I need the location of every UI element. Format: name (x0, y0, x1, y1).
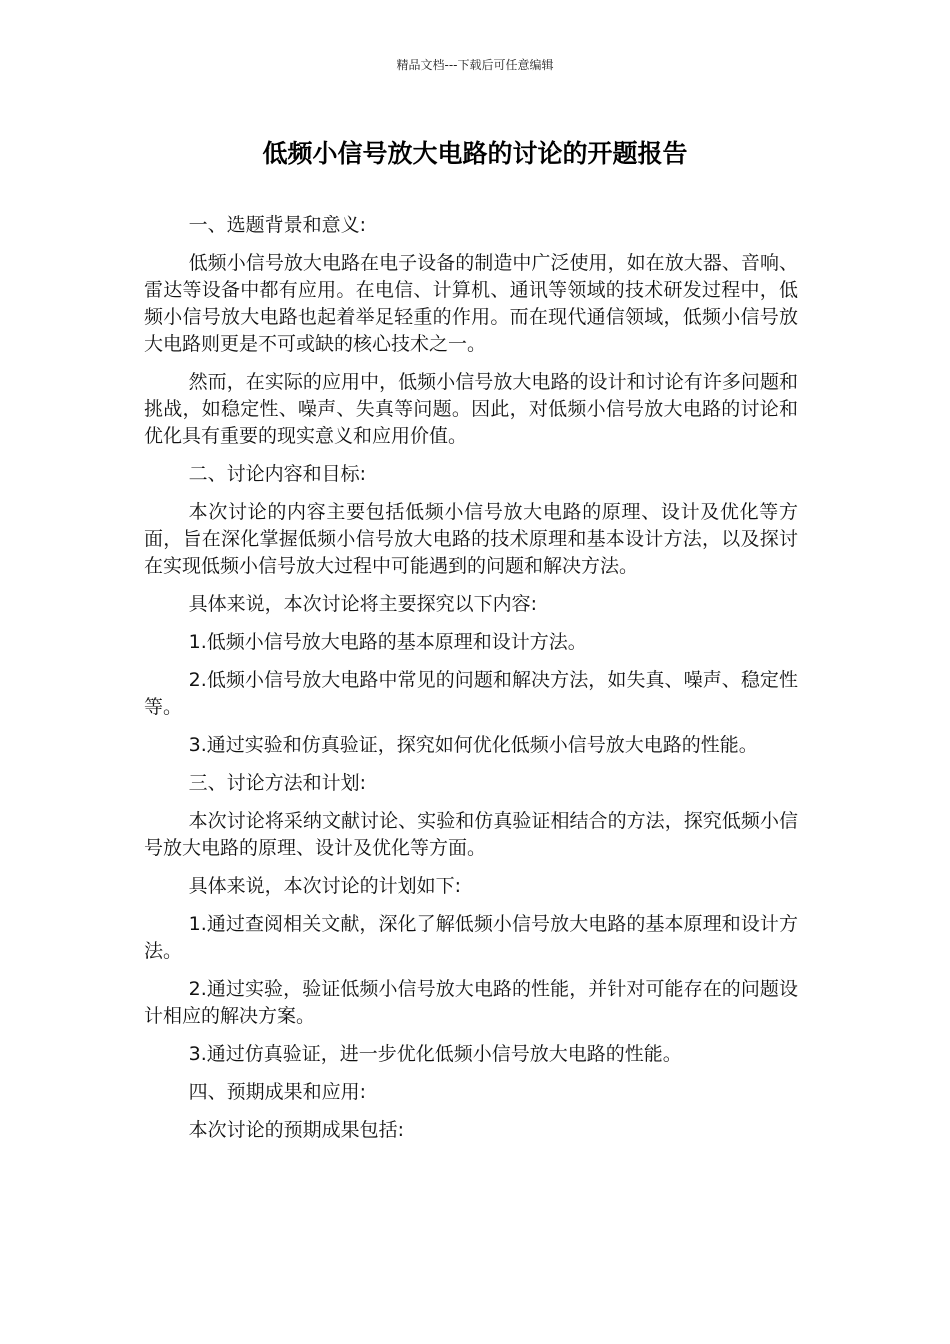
section-heading-content: 二、讨论内容和目标: (188, 463, 367, 485)
document-body (144, 212, 798, 1155)
list-item-content-1: 1.低频小信号放大电路的基本原理和设计方法。 (188, 631, 587, 653)
section-heading-results: 四、预期成果和应用: (188, 1081, 367, 1103)
list-item-method-2: 2.通过实验，验证低频小信号放大电路的性能，并针对可能存在的问题设计相应的解决方案。 (144, 978, 798, 1027)
paragraph-content-1: 本次讨论的内容主要包括低频小信号放大电路的原理、设计及优化等方面，旨在深化掌握低频小信号放大电路的技术原理和基本设计方法，以及探讨在实现低频小信号放大过程中可能遇到的问题和解决方法。 (144, 501, 798, 577)
paragraph-method-1: 本次讨论将采纳文献讨论、实验和仿真验证相结合的方法，探究低频小信号放大电路的原理、设计及优化等方面。 (144, 810, 798, 859)
paragraph-background-1: 低频小信号放大电路在电子设备的制造中广泛使用，如在放大器、音响、雷达等设备中都有应用。在电信、计算机、通讯等领域的技术研发过程中，低频小信号放大电路也起着举足轻重的作用。而在现代通信领域，低频小信号放大电路则更是不可或缺的核心技术之一。 (144, 252, 798, 355)
paragraph-method-2: 具体来说，本次讨论的计划如下: (188, 875, 462, 897)
section-heading-background: 一、选题背景和意义: (188, 214, 367, 236)
section-heading-method: 三、讨论方法和计划: (188, 772, 367, 794)
document-title: 低频小信号放大电路的讨论的开题报告 (262, 139, 688, 168)
list-item-method-3: 3.通过仿真验证，进一步优化低频小信号放大电路的性能。 (188, 1043, 682, 1065)
header-note: 精品文档---下载后可任意编辑 (396, 58, 554, 72)
paragraph-background-2: 然而，在实际的应用中，低频小信号放大电路的设计和讨论有许多问题和挑战，如稳定性、噪声、失真等问题。因此，对低频小信号放大电路的讨论和优化具有重要的现实意义和应用价值。 (144, 371, 798, 447)
list-item-method-1: 1.通过查阅相关文献，深化了解低频小信号放大电路的基本原理和设计方法。 (144, 913, 798, 962)
list-item-content-3: 3.通过实验和仿真验证，探究如何优化低频小信号放大电路的性能。 (188, 734, 758, 756)
paragraph-content-2: 具体来说，本次讨论将主要探究以下内容: (188, 593, 538, 615)
list-item-content-2: 2.低频小信号放大电路中常见的问题和解决方法，如失真、噪声、稳定性等。 (144, 669, 798, 718)
paragraph-results-1: 本次讨论的预期成果包括: (188, 1119, 405, 1141)
